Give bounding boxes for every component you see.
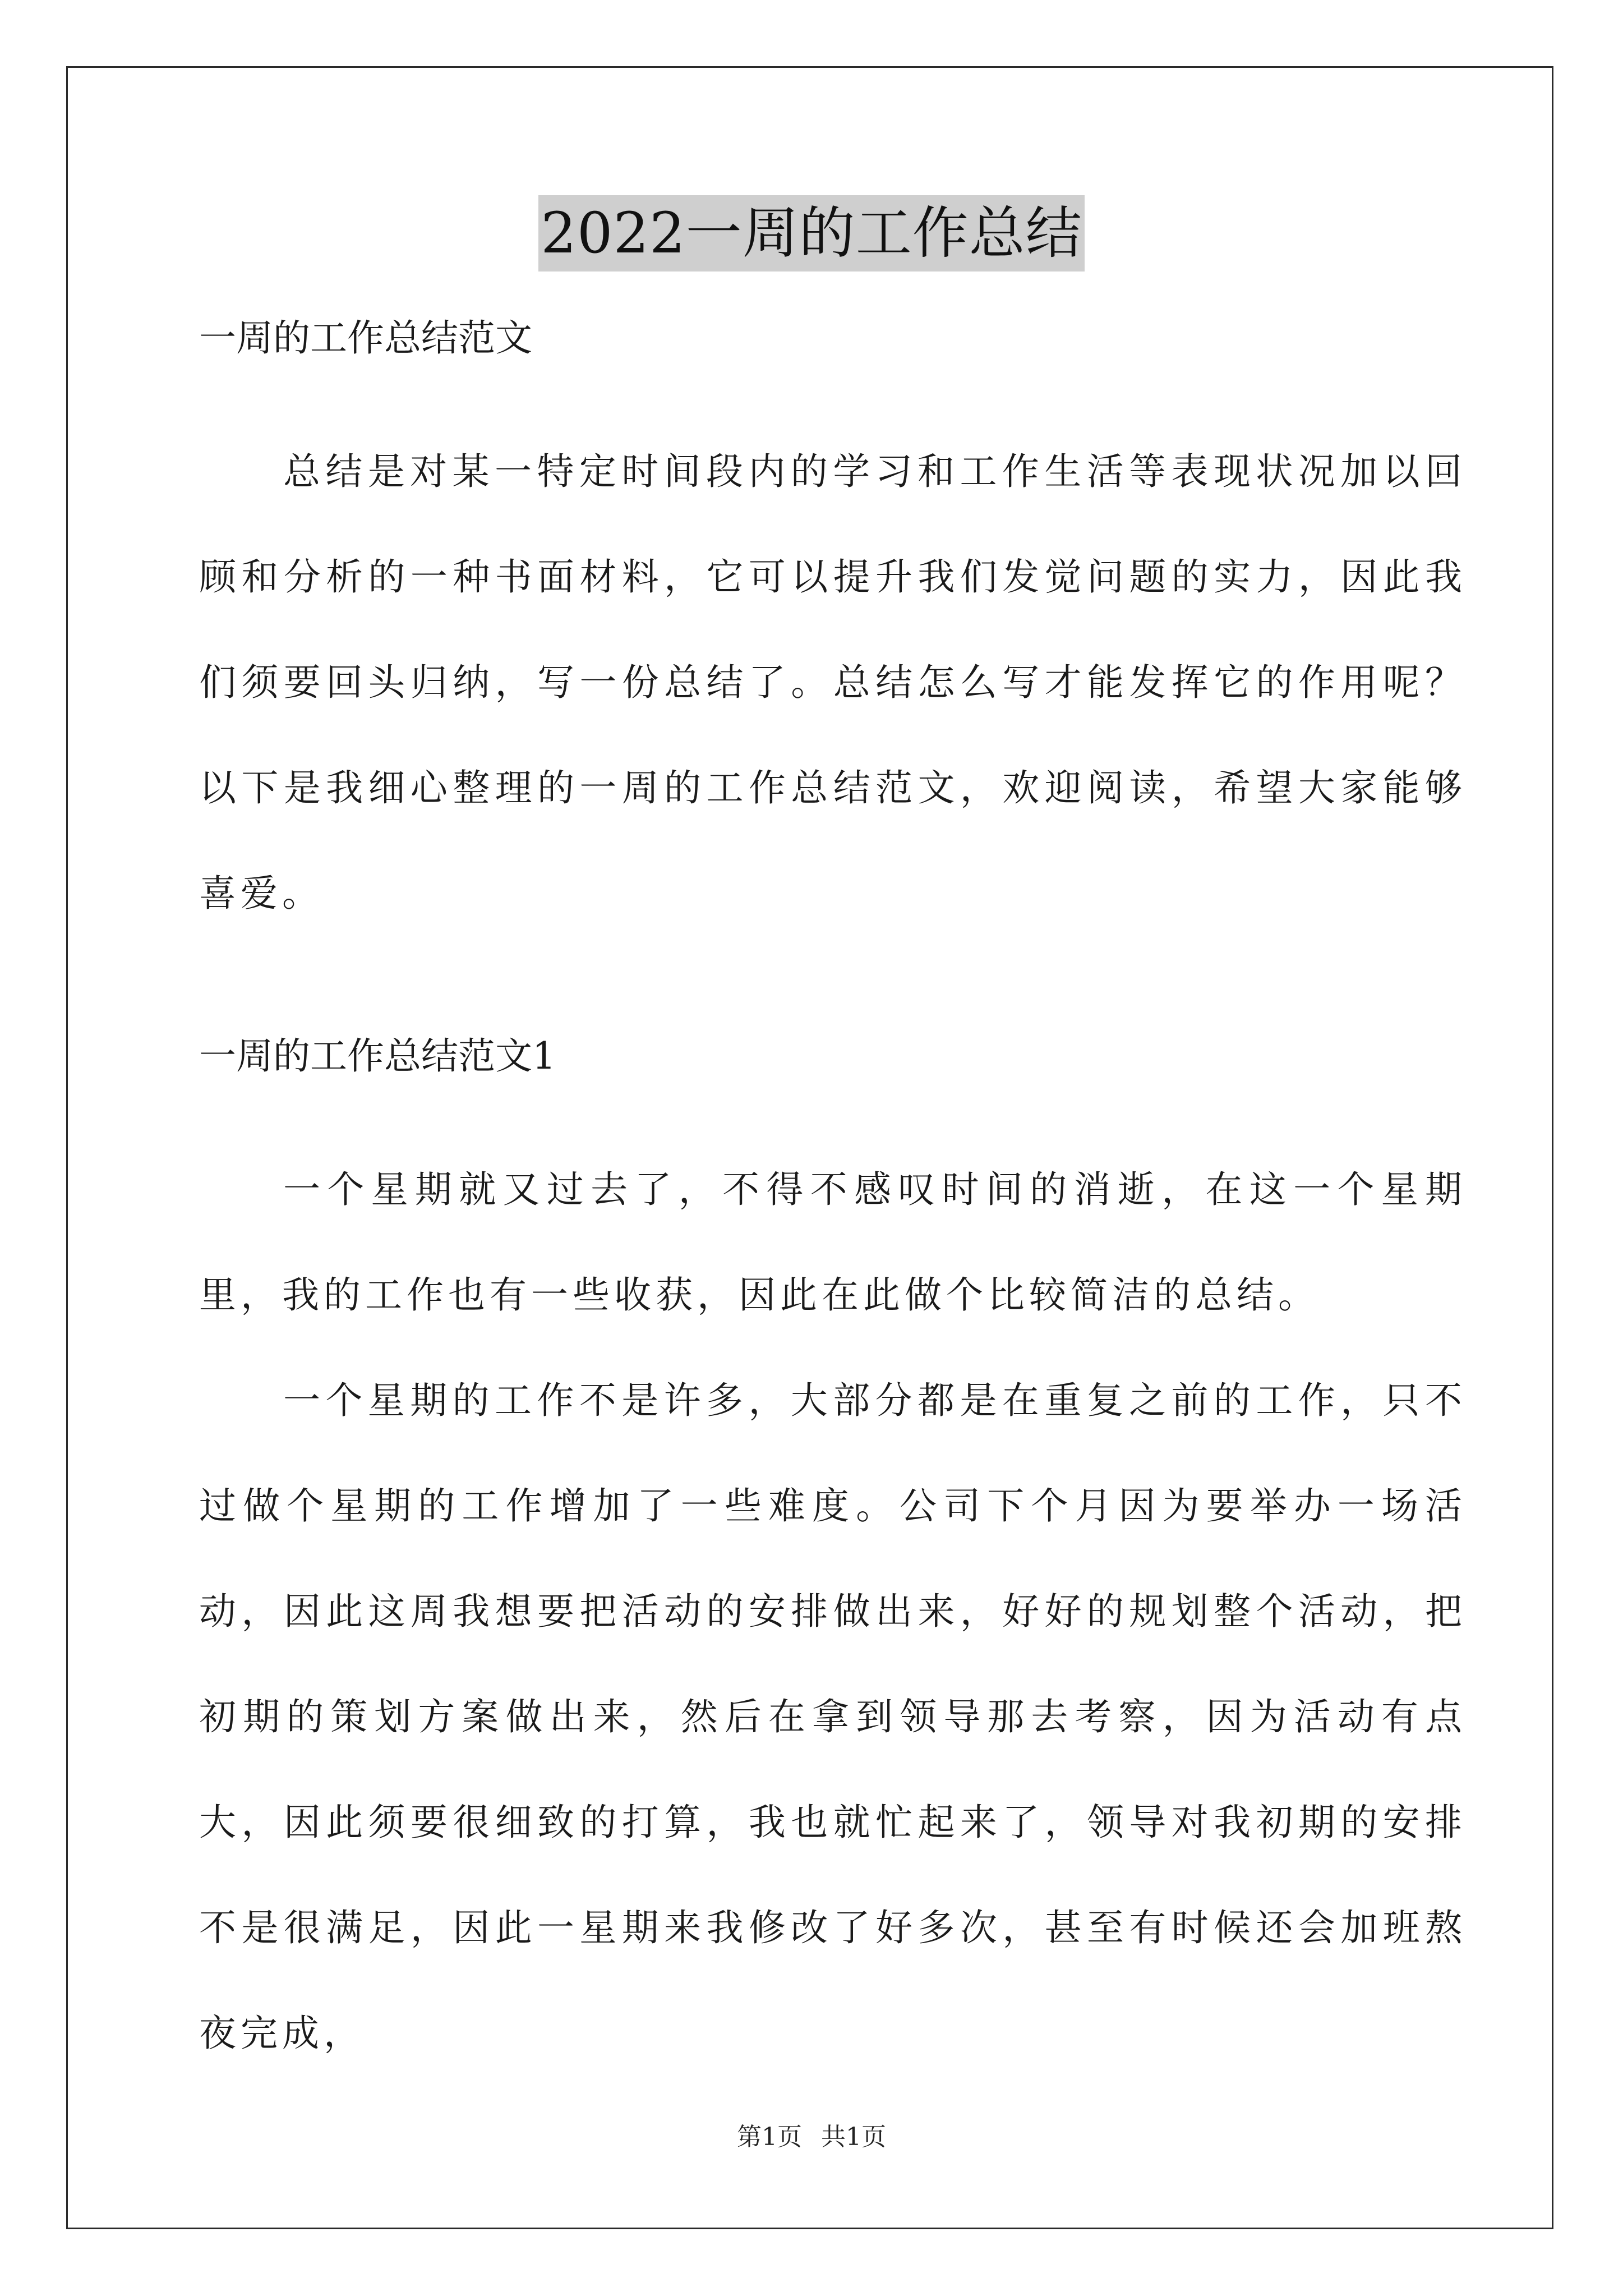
- paragraph: 总结是对某一特定时间段内的学习和工作生活等表现状况加以回顾和分析的一种书面材料，它可以提升我们发觉问题的实力，因此我们须要回头归纳，写一份总结了。总结怎么写才能发挥它的作用呢？以下是我细心整理的一周的工作总结范文，欢迎阅读，希望大家能够喜爱。: [199, 450, 1467, 915]
- paragraph: 一个星期的工作不是许多，大部分都是在重复之前的工作，只不过做个星期的工作增加了一些难度。公司下个月因为要举办一场活动，因此这周我想要把活动的安排做出来，好好的规划整个活动，把初期的策划方案做出来，然后在拿到领导那去考察，因为活动有点大，因此须要很细致的打算，我也就忙起来了，领导对我初期的安排不是很满足，因此一星期来我修改了好多次，甚至有时候还会加班熬夜完成，: [199, 1379, 1467, 2055]
- section-heading: 一周的工作总结范文1: [199, 1034, 556, 1078]
- section-heading: 一周的工作总结范文: [199, 316, 532, 360]
- title-container: [0, 195, 1623, 272]
- page-footer: [0, 2120, 1623, 2154]
- document-title: 2022一周的工作总结: [538, 195, 1085, 272]
- paragraph: 一个星期就又过去了，不得不感叹时间的消逝，在这一个星期里，我的工作也有一些收获，因此在此做个比较简洁的总结。: [199, 1168, 1467, 1317]
- document-body: [199, 311, 1467, 2086]
- page-number: 第1页: [737, 2123, 802, 2151]
- page-total: 共1页: [821, 2123, 886, 2151]
